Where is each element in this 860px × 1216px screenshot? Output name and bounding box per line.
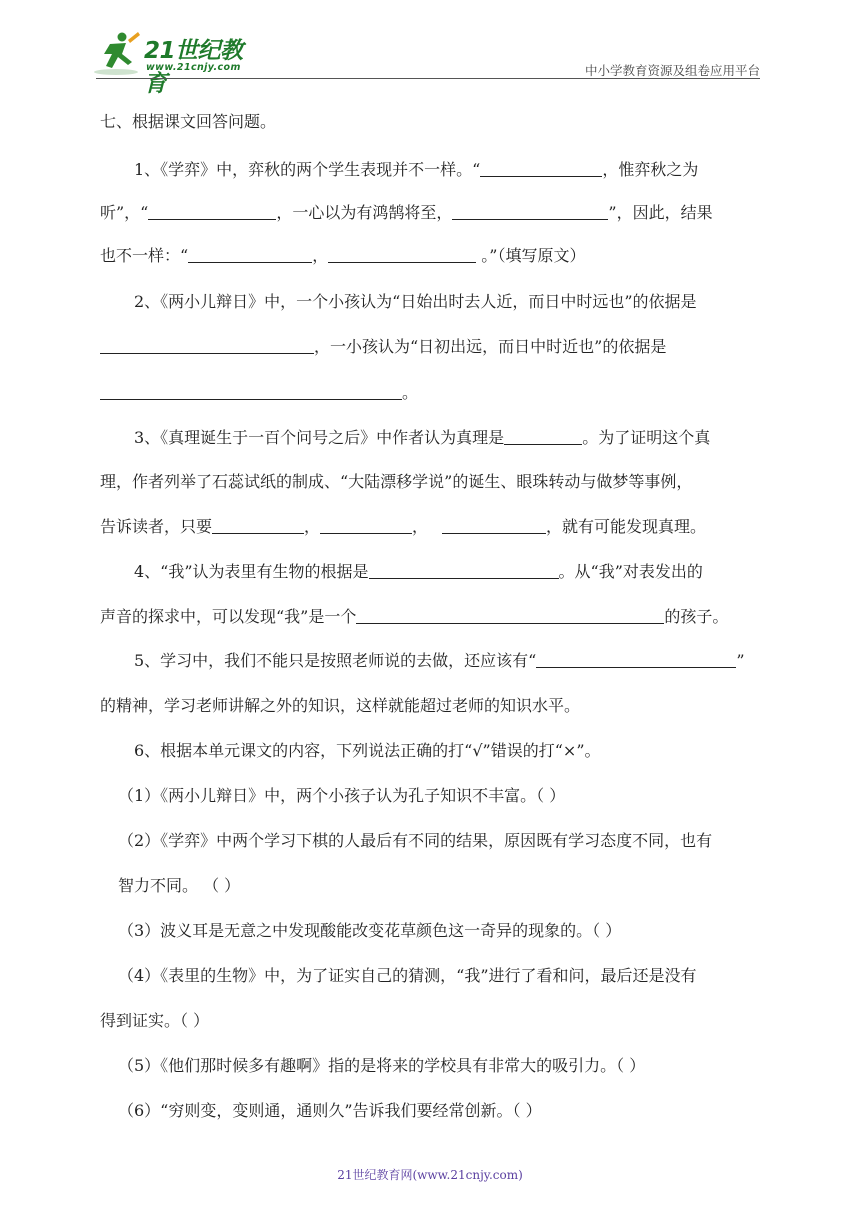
q1-text-b: ，惟弈秋之为 (602, 160, 699, 179)
page-header (92, 30, 760, 97)
q3-text-g: ，就有可能发现真理。 (546, 517, 707, 536)
q1-blank-5[interactable] (328, 246, 476, 263)
q4-line-1 (134, 562, 703, 582)
q2-blank-2[interactable] (100, 383, 402, 400)
q1-line-3 (100, 246, 585, 266)
q4-blank-1[interactable] (369, 562, 559, 579)
q3-blank-2[interactable] (212, 517, 304, 534)
q3-line-1 (134, 428, 710, 448)
q1-text-f: 也不一样：“ (100, 246, 189, 265)
runner-logo-icon (92, 30, 144, 78)
q1-text-h: 。”（填写原文） (476, 246, 586, 265)
q6-item-1: （1）《两小儿辩日》中，两个小孩子认为孔子知识不丰富。（ ） (118, 786, 566, 805)
q1-text-d: ，一心以为有鸿鹄将至， (276, 203, 453, 222)
q6-item-6: （6）“穷则变，变则通，通则久”告诉我们要经常创新。（ ） (118, 1101, 542, 1120)
q1-text-a: 1、《学弈》中，弈秋的两个学生表现并不一样。“ (134, 160, 481, 179)
q4-blank-2[interactable] (356, 607, 664, 624)
q1-blank-2[interactable] (148, 203, 276, 220)
q2-text-b: ，一小孩认为“日初出远，而日中时近也”的依据是 (314, 337, 667, 356)
q1-text-g: ， (312, 246, 329, 265)
q6-title: 6、根据本单元课文的内容，下列说法正确的打“√”错误的打“×”。 (134, 741, 601, 760)
header-divider (96, 78, 760, 79)
q1-line-1 (134, 160, 698, 180)
q1-blank-3[interactable] (452, 203, 608, 220)
q6-item-3: （3）波义耳是无意之中发现酸能改变花草颜色这一奇异的现象的。（ ） (118, 921, 622, 940)
q5-line-2: 的精神，学习老师讲解之外的知识，这样就能超过老师的知识水平。 (100, 696, 581, 715)
page-footer[interactable]: 21世纪教育网(www.21cnjy.com) (337, 1168, 523, 1182)
q2-line-1: 2、《两小儿辩日》中，一个小孩认为“日始出时去人近，而日中时远也”的依据是 (134, 292, 697, 311)
q3-blank-4[interactable] (442, 517, 546, 534)
q1-text-e: ”，因此，结果 (608, 203, 713, 222)
q6-item-4a: （4）《表里的生物》中，为了证实自己的猜测，“我”进行了看和问，最后还是没有 (118, 966, 697, 985)
q6-item-4b: 得到证实。（ ） (100, 1011, 210, 1030)
q4-line-2 (100, 607, 728, 627)
q4-text-a: 4、“我”认为表里有生物的根据是 (134, 562, 369, 581)
section-title: 七、根据课文回答问题。 (100, 112, 277, 131)
q4-text-b: 。从“我”对表发出的 (558, 562, 703, 581)
q3-line-3 (100, 517, 706, 537)
q6-item-2b: 智力不同。 （ ） (118, 876, 241, 895)
q4-text-d: 的孩子。 (664, 607, 729, 626)
q5-line-1 (134, 651, 745, 671)
logo-url: www.21cnjy.com (146, 62, 241, 73)
q3-text-d: 告诉读者，只要 (100, 517, 213, 536)
q1-blank-4[interactable] (188, 246, 312, 263)
q3-blank-3[interactable] (320, 517, 412, 534)
q6-item-5: （5）《他们那时候多有趣啊》指的是将来的学校具有非常大的吸引力。（ ） (118, 1056, 646, 1075)
q3-text-b: 。为了证明这个真 (582, 428, 711, 447)
q3-blank-1[interactable] (504, 428, 582, 445)
q3-line-2: 理，作者列举了石蕊试纸的制成、“大陆漂移学说”的诞生、眼珠转动与做梦等事例， (100, 472, 693, 491)
q5-text-a: 5、学习中，我们不能只是按照老师说的去做，还应该有“ (134, 651, 537, 670)
q6-item-2a: （2）《学弈》中两个学习下棋的人最后有不同的结果，原因既有学习态度不同，也有 (118, 831, 713, 850)
q1-line-2 (100, 203, 713, 223)
logo (92, 30, 262, 97)
q2-line-3 (100, 383, 418, 403)
q3-text-f: ， (412, 517, 429, 536)
q5-blank-1[interactable] (536, 651, 736, 668)
q1-blank-1[interactable] (480, 160, 602, 177)
q3-text-a: 3、《真理诞生于一百个问号之后》中作者认为真理是 (134, 428, 505, 447)
q2-blank-1[interactable] (100, 337, 314, 354)
q2-text-c: 。 (402, 383, 419, 402)
q5-text-b: ” (736, 651, 745, 670)
q3-text-e: ， (304, 517, 321, 536)
q2-line-2 (100, 337, 666, 357)
q1-text-c: 听”，“ (100, 203, 149, 222)
q4-text-c: 声音的探求中，可以发现“我”是一个 (100, 607, 357, 626)
platform-name: 中小学教育资源及组卷应用平台 (584, 63, 760, 78)
logo-text: 21世纪教育 (144, 38, 243, 97)
